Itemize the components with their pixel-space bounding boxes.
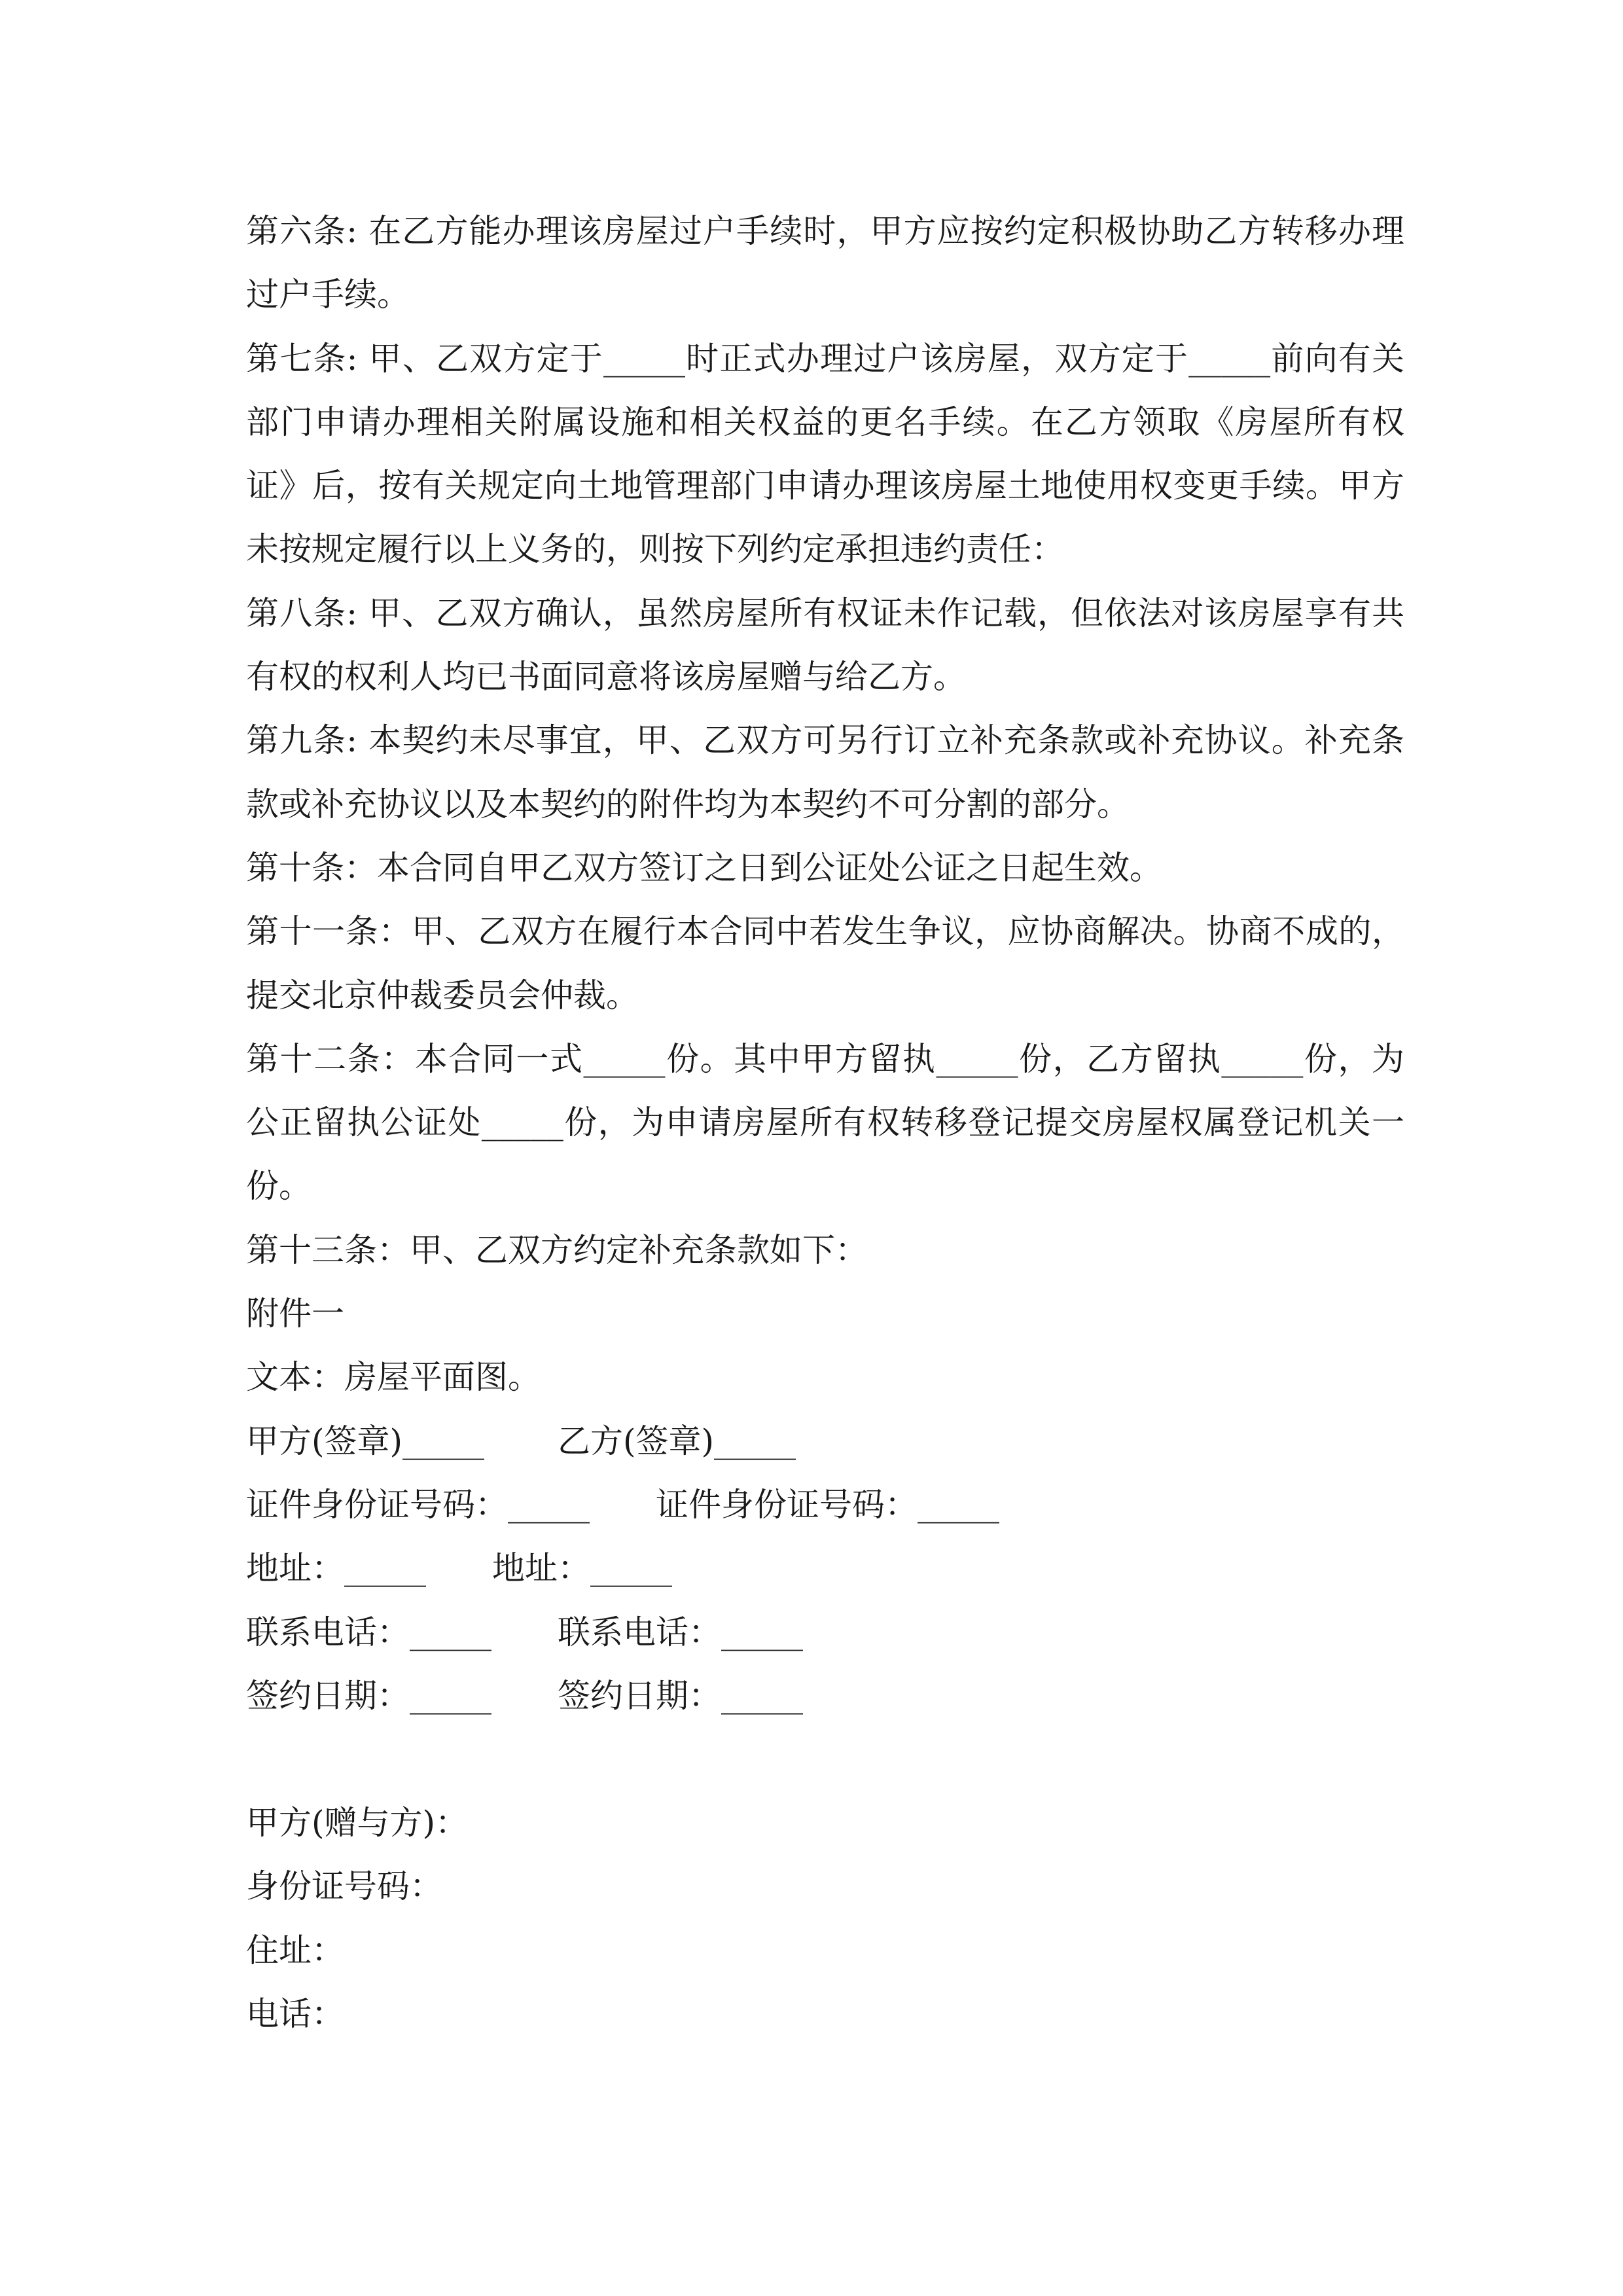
donor-phone: 电话： — [246, 1995, 344, 2034]
signature-row-id — [246, 1473, 1404, 1537]
section-gap — [246, 1728, 1404, 1791]
attachment-title: 附件一 — [246, 1295, 344, 1333]
donor-party: 甲方(赠与方)： — [246, 1804, 469, 1842]
clause-11: 第十一条：甲、乙双方在履行本合同中若发生争议，应协商解决。协商不成的，提交北京仲裁委员会仲裁。 — [246, 912, 1404, 1014]
party-a-phone: 联系电话：_____ — [246, 1613, 491, 1651]
clause-6: 第六条: 在乙方能办理该房屋过户手续时，甲方应按约定积极协助乙方转移办理过户手续。 — [246, 212, 1404, 314]
party-a-date: 签约日期：_____ — [246, 1676, 491, 1715]
donor-address: 住址： — [246, 1931, 344, 1969]
party-b-address: 地址：_____ — [492, 1549, 672, 1588]
signature-row-date — [246, 1664, 1404, 1728]
signature-row-phone — [246, 1601, 1404, 1664]
clause-13: 第十三条：甲、乙双方约定补充条款如下： — [246, 1230, 868, 1269]
party-b-id: 证件身份证号码：_____ — [656, 1485, 999, 1524]
attachment-text: 文本：房屋平面图。 — [246, 1358, 541, 1397]
clause-12: 第十二条：本合同一式_____份。其中甲方留执_____份，乙方留执_____份，为公正留执公证处_____份，为申请房屋所有权转移登记提交房屋权属登记机关一份。 — [246, 1039, 1404, 1206]
signature-row-seal — [246, 1410, 1404, 1473]
document-body — [246, 200, 1404, 2046]
signature-row-address — [246, 1537, 1404, 1600]
clause-7: 第七条: 甲、乙双方定于_____时正式办理过户该房屋，双方定于_____前向有关部门申请办理相关附属设施和相关权益的更名手续。在乙方领取《房屋所有权证》后，按有关规定向土地管理部门申请办理该房屋土地使用权变更手续。甲方未按规定履行以上义务的，则按下列约定承担违约责任： — [246, 339, 1404, 569]
clause-10: 第十条：本合同自甲乙双方签订之日到公证处公证之日起生效。 — [246, 848, 1162, 887]
party-b-date: 签约日期：_____ — [558, 1676, 803, 1715]
party-a-address: 地址：_____ — [246, 1549, 426, 1588]
party-b-seal: 乙方(签章)_____ — [558, 1422, 796, 1460]
party-b-phone: 联系电话：_____ — [558, 1613, 803, 1651]
donor-id-number: 身份证号码： — [246, 1867, 442, 1906]
party-a-seal: 甲方(签章)_____ — [246, 1422, 485, 1460]
clause-9: 第九条: 本契约未尽事宜，甲、乙双方可另行订立补充条款或补充协议。补充条款或补充协议以及本契约的附件均为本契约不可分割的部分。 — [246, 721, 1404, 823]
clause-8: 第八条: 甲、乙双方确认，虽然房屋所有权证未作记载，但依法对该房屋享有共有权的权利人均已书面同意将该房屋赠与给乙方。 — [246, 594, 1404, 696]
party-a-id: 证件身份证号码：_____ — [246, 1485, 590, 1524]
